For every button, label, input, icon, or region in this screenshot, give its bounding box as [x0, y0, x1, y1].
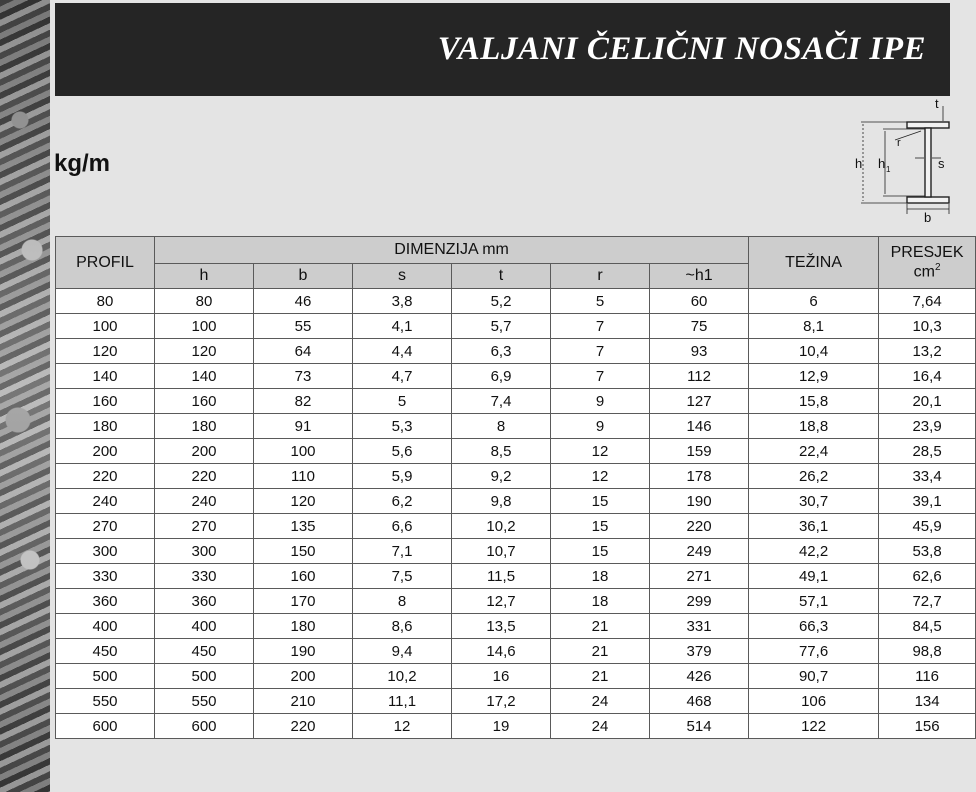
table-cell: 5	[353, 389, 452, 414]
table-cell: 10,2	[353, 664, 452, 689]
table-cell: 62,6	[879, 564, 976, 589]
bottom-flange	[907, 197, 949, 203]
table-cell: 12	[551, 439, 650, 464]
profil-cell: 220	[56, 464, 155, 489]
table-row	[56, 289, 976, 314]
profil-cell: 100	[56, 314, 155, 339]
table-row	[56, 339, 976, 364]
table-cell: 93	[650, 339, 749, 364]
i-beam-diagram	[855, 96, 950, 226]
table-cell: 299	[650, 589, 749, 614]
table-cell: 8,6	[353, 614, 452, 639]
table-cell: 8,1	[749, 314, 879, 339]
dim-label-h: h	[855, 156, 863, 171]
table-cell: 122	[749, 714, 879, 739]
table-row	[56, 439, 976, 464]
table-cell: 21	[551, 614, 650, 639]
table-cell: 33,4	[879, 464, 976, 489]
header-presjek-label: PRESJEK	[890, 243, 964, 261]
profil-cell: 300	[56, 539, 155, 564]
profil-cell: 140	[56, 364, 155, 389]
table-cell: 19	[452, 714, 551, 739]
table-cell: 5,6	[353, 439, 452, 464]
table-cell: 249	[650, 539, 749, 564]
profil-cell: 600	[56, 714, 155, 739]
profil-cell: 450	[56, 639, 155, 664]
profil-cell: 360	[56, 589, 155, 614]
table-cell: 91	[254, 414, 353, 439]
table-cell: 12,9	[749, 364, 879, 389]
table-cell: 26,2	[749, 464, 879, 489]
unit-label: kg/m	[54, 150, 111, 177]
table-cell: 270	[155, 514, 254, 539]
table-cell: 16	[452, 664, 551, 689]
table-cell: 210	[254, 689, 353, 714]
table-cell: 28,5	[879, 439, 976, 464]
ipe-profile-table	[55, 236, 976, 739]
table-cell: 17,2	[452, 689, 551, 714]
profil-cell: 240	[56, 489, 155, 514]
dim-label-b: b	[924, 210, 932, 225]
profil-cell: 80	[56, 289, 155, 314]
table-cell: 66,3	[749, 614, 879, 639]
header-dimenzija: DIMENZIJA mm	[155, 237, 749, 264]
table-cell: 49,1	[749, 564, 879, 589]
table-cell: 7	[551, 339, 650, 364]
table-cell: 468	[650, 689, 749, 714]
table-cell: 57,1	[749, 589, 879, 614]
table-cell: 106	[749, 689, 879, 714]
table-cell: 7,4	[452, 389, 551, 414]
profil-cell: 180	[56, 414, 155, 439]
table-cell: 190	[254, 639, 353, 664]
table-cell: 15	[551, 489, 650, 514]
table-cell: 331	[650, 614, 749, 639]
header-profil: PROFIL	[56, 237, 155, 289]
top-flange	[907, 122, 949, 128]
table-cell: 9,4	[353, 639, 452, 664]
table-cell: 6,3	[452, 339, 551, 364]
web	[925, 128, 931, 197]
table-cell: 150	[254, 539, 353, 564]
table-row	[56, 389, 976, 414]
table-cell: 21	[551, 639, 650, 664]
table-cell: 10,7	[452, 539, 551, 564]
table-cell: 159	[650, 439, 749, 464]
subheader-cell: s	[353, 264, 452, 289]
table-cell: 15,8	[749, 389, 879, 414]
table-cell: 120	[155, 339, 254, 364]
table-cell: 80	[155, 289, 254, 314]
table-row	[56, 364, 976, 389]
table-cell: 30,7	[749, 489, 879, 514]
table-cell: 10,2	[452, 514, 551, 539]
table-cell: 5,7	[452, 314, 551, 339]
table-cell: 426	[650, 664, 749, 689]
table-cell: 379	[650, 639, 749, 664]
page-title: VALJANI ČELIČNI NOSAČI IPE	[437, 31, 926, 67]
header-tezina: TEŽINA	[749, 237, 879, 289]
table-cell: 9	[551, 389, 650, 414]
table-cell: 220	[254, 714, 353, 739]
table-cell: 5,9	[353, 464, 452, 489]
table-cell: 5,3	[353, 414, 452, 439]
table-cell: 21	[551, 664, 650, 689]
table-cell: 8	[353, 589, 452, 614]
table-cell: 600	[155, 714, 254, 739]
table-cell: 6,6	[353, 514, 452, 539]
table-cell: 23,9	[879, 414, 976, 439]
table-cell: 42,2	[749, 539, 879, 564]
table-row	[56, 664, 976, 689]
table-cell: 5,2	[452, 289, 551, 314]
table-cell: 120	[254, 489, 353, 514]
table-cell: 22,4	[749, 439, 879, 464]
header-presjek-unit: cm	[913, 263, 935, 281]
table-cell: 127	[650, 389, 749, 414]
table-cell: 7	[551, 364, 650, 389]
table-cell: 15	[551, 539, 650, 564]
table-cell: 514	[650, 714, 749, 739]
table-cell: 46	[254, 289, 353, 314]
subheader-cell: b	[254, 264, 353, 289]
table-row	[56, 639, 976, 664]
header-presjek	[879, 237, 976, 289]
table-cell: 20,1	[879, 389, 976, 414]
dim-label-h1-sub: 1	[886, 165, 891, 174]
table-cell: 156	[879, 714, 976, 739]
table-cell: 140	[155, 364, 254, 389]
subheader-cell: ~h1	[650, 264, 749, 289]
table-cell: 18,8	[749, 414, 879, 439]
table-cell: 9	[551, 414, 650, 439]
profil-cell: 160	[56, 389, 155, 414]
table-cell: 24	[551, 714, 650, 739]
table-row	[56, 314, 976, 339]
table-cell: 7,1	[353, 539, 452, 564]
dim-label-r: r	[897, 137, 901, 149]
table-cell: 271	[650, 564, 749, 589]
table-cell: 240	[155, 489, 254, 514]
subheader-cell: t	[452, 264, 551, 289]
table-cell: 12,7	[452, 589, 551, 614]
table-cell: 116	[879, 664, 976, 689]
table-cell: 220	[650, 514, 749, 539]
table-cell: 178	[650, 464, 749, 489]
table-cell: 90,7	[749, 664, 879, 689]
table-cell: 11,1	[353, 689, 452, 714]
table-cell: 500	[155, 664, 254, 689]
profil-cell: 200	[56, 439, 155, 464]
table-cell: 360	[155, 589, 254, 614]
table-cell: 53,8	[879, 539, 976, 564]
table-row	[56, 464, 976, 489]
profil-cell: 120	[56, 339, 155, 364]
dim-label-s: s	[938, 156, 945, 171]
table-cell: 220	[155, 464, 254, 489]
table-cell: 73	[254, 364, 353, 389]
table-cell: 100	[254, 439, 353, 464]
dim-label-h1: h	[878, 156, 886, 171]
table-row	[56, 414, 976, 439]
table-cell: 170	[254, 589, 353, 614]
table-cell: 400	[155, 614, 254, 639]
profil-cell: 550	[56, 689, 155, 714]
table-cell: 60	[650, 289, 749, 314]
profil-cell: 270	[56, 514, 155, 539]
table-cell: 12	[551, 464, 650, 489]
profil-cell: 400	[56, 614, 155, 639]
table-cell: 450	[155, 639, 254, 664]
table-cell: 110	[254, 464, 353, 489]
table-cell: 8,5	[452, 439, 551, 464]
table-cell: 45,9	[879, 514, 976, 539]
table-cell: 200	[155, 439, 254, 464]
table-cell: 190	[650, 489, 749, 514]
table-cell: 39,1	[879, 489, 976, 514]
table-cell: 160	[254, 564, 353, 589]
table-cell: 84,5	[879, 614, 976, 639]
table-cell: 72,7	[879, 589, 976, 614]
table-cell: 75	[650, 314, 749, 339]
table-cell: 4,1	[353, 314, 452, 339]
table-cell: 24	[551, 689, 650, 714]
table-row	[56, 564, 976, 589]
table-cell: 55	[254, 314, 353, 339]
table-cell: 10,4	[749, 339, 879, 364]
table-cell: 82	[254, 389, 353, 414]
table-cell: 7	[551, 314, 650, 339]
table-row	[56, 489, 976, 514]
table-cell: 180	[155, 414, 254, 439]
table-cell: 7,5	[353, 564, 452, 589]
table-cell: 13,5	[452, 614, 551, 639]
table-cell: 18	[551, 589, 650, 614]
table-cell: 7,64	[879, 289, 976, 314]
table-cell: 6,2	[353, 489, 452, 514]
table-cell: 18	[551, 564, 650, 589]
table-cell: 4,7	[353, 364, 452, 389]
table-cell: 13,2	[879, 339, 976, 364]
table-cell: 9,2	[452, 464, 551, 489]
table-cell: 9,8	[452, 489, 551, 514]
table-cell: 4,4	[353, 339, 452, 364]
table-cell: 15	[551, 514, 650, 539]
table-cell: 6,9	[452, 364, 551, 389]
table-row	[56, 539, 976, 564]
table-cell: 112	[650, 364, 749, 389]
table-cell: 550	[155, 689, 254, 714]
table-cell: 14,6	[452, 639, 551, 664]
table-cell: 16,4	[879, 364, 976, 389]
decorative-side-image	[0, 0, 50, 792]
table-cell: 11,5	[452, 564, 551, 589]
table-cell: 100	[155, 314, 254, 339]
profil-cell: 330	[56, 564, 155, 589]
table-cell: 200	[254, 664, 353, 689]
dim-label-t: t	[935, 96, 939, 111]
table-cell: 146	[650, 414, 749, 439]
table-row	[56, 689, 976, 714]
table-row	[56, 514, 976, 539]
table-cell: 134	[879, 689, 976, 714]
table-cell: 64	[254, 339, 353, 364]
table-cell: 10,3	[879, 314, 976, 339]
table-cell: 77,6	[749, 639, 879, 664]
table-cell: 12	[353, 714, 452, 739]
table-cell: 300	[155, 539, 254, 564]
table-cell: 135	[254, 514, 353, 539]
table-cell: 98,8	[879, 639, 976, 664]
table-cell: 6	[749, 289, 879, 314]
subheader-cell: h	[155, 264, 254, 289]
table-row	[56, 714, 976, 739]
table-cell: 330	[155, 564, 254, 589]
table-row	[56, 614, 976, 639]
table-row	[56, 589, 976, 614]
profil-cell: 500	[56, 664, 155, 689]
header-presjek-unit-sup: 2	[934, 261, 941, 273]
table-cell: 160	[155, 389, 254, 414]
header-banner	[55, 3, 950, 96]
table-cell: 5	[551, 289, 650, 314]
table-cell: 36,1	[749, 514, 879, 539]
table-cell: 3,8	[353, 289, 452, 314]
table-cell: 180	[254, 614, 353, 639]
table-cell: 8	[452, 414, 551, 439]
subheader-cell: r	[551, 264, 650, 289]
